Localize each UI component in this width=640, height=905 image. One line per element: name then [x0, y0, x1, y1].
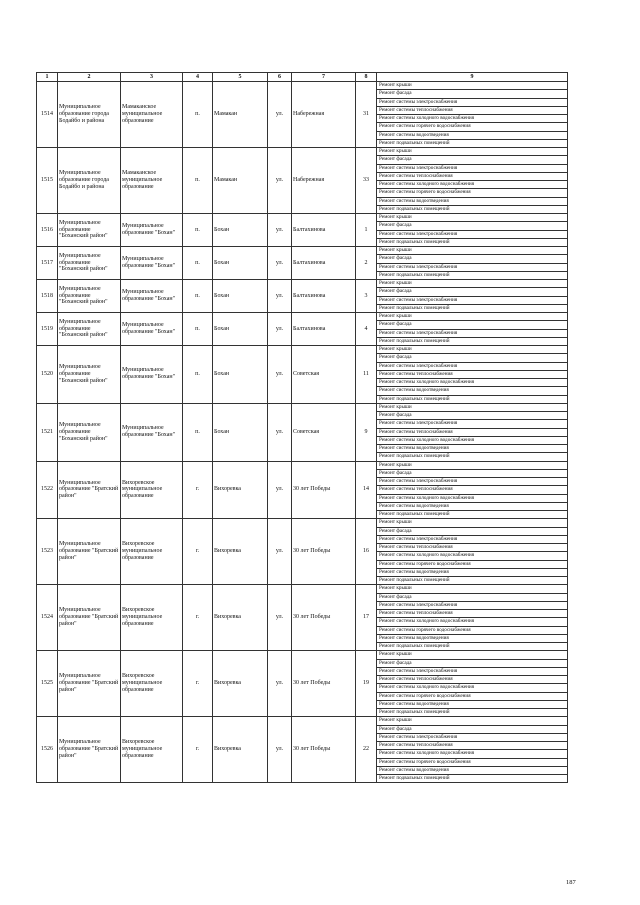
municipality-cell: Муниципальное образование "Братский район" [58, 585, 121, 651]
table-row [37, 214, 568, 247]
row-number-cell: 1518 [37, 280, 58, 313]
municipality-cell: Муниципальное образование города Бодайбо и района [58, 148, 121, 214]
work-item: Ремонт системы водоотведения [377, 198, 567, 206]
settlement-type-cell: п. [183, 403, 213, 461]
work-item: Ремонт фасада [377, 594, 567, 602]
house-number-cell: 9 [356, 403, 377, 461]
settlement-name-cell: Мамакан [213, 82, 268, 148]
work-item: Ремонт системы теплоснабжения [377, 610, 567, 618]
work-item: Ремонт подвальных помещений [379, 577, 450, 583]
work-item: Ремонт системы теплоснабжения [377, 173, 567, 181]
work-item: Ремонт системы холодного водоснабжения [377, 379, 567, 387]
street-cell: Советская [292, 346, 356, 404]
works-cell [377, 585, 568, 651]
works-cell [377, 461, 568, 519]
work-item: Ремонт системы водоотведения [377, 701, 567, 709]
column-header: 4 [183, 73, 213, 82]
work-item: Ремонт системы горячего водоснабжения [377, 693, 567, 701]
settlement-type-cell: п. [183, 247, 213, 280]
work-item: Ремонт фасада [377, 412, 567, 420]
street-cell: Советская [292, 403, 356, 461]
row-number-cell: 1514 [37, 82, 58, 148]
settlement-cell: Вихоревское муниципальное образование [121, 585, 183, 651]
table-body [37, 82, 568, 783]
row-number-cell: 1526 [37, 717, 58, 783]
municipality-cell: Муниципальное образование города Бодайбо и района [58, 82, 121, 148]
works-cell [377, 651, 568, 717]
house-number-cell: 19 [356, 651, 377, 717]
work-item: Ремонт системы холодного водоснабжения [377, 437, 567, 445]
work-item: Ремонт крыши [377, 651, 567, 659]
work-item: Ремонт крыши [377, 280, 567, 288]
street-type-cell: ул. [268, 214, 292, 247]
work-item: Ремонт системы холодного водоснабжения [377, 684, 567, 692]
settlement-type-cell: п. [183, 214, 213, 247]
work-item: Ремонт системы теплоснабжения [377, 107, 567, 115]
settlement-cell: Муниципальное образование "Бохан" [121, 280, 183, 313]
work-item: Ремонт крыши [377, 214, 567, 222]
repair-program-table [36, 72, 568, 783]
work-item: Ремонт системы электроснабжения [377, 478, 567, 486]
house-number-cell: 14 [356, 461, 377, 519]
settlement-cell: Муниципальное образование "Бохан" [121, 346, 183, 404]
settlement-name-cell: Вихоревка [213, 461, 268, 519]
row-number-cell: 1521 [37, 403, 58, 461]
work-item: Ремонт системы горячего водоснабжения [377, 561, 567, 569]
work-item: Ремонт фасада [377, 321, 567, 329]
settlement-type-cell: п. [183, 313, 213, 346]
municipality-cell: Муниципальное образование "Боханский район" [58, 280, 121, 313]
work-item: Ремонт системы электроснабжения [377, 330, 567, 338]
work-item: Ремонт системы горячего водоснабжения [377, 627, 567, 635]
municipality-cell: Муниципальное образование "Боханский район" [58, 214, 121, 247]
work-item: Ремонт крыши [377, 247, 567, 255]
work-item: Ремонт системы теплоснабжения [377, 676, 567, 684]
street-cell: Балтахинова [292, 247, 356, 280]
street-type-cell: ул. [268, 346, 292, 404]
work-item: Ремонт системы холодного водоснабжения [377, 552, 567, 560]
street-type-cell: ул. [268, 519, 292, 585]
settlement-type-cell: п. [183, 280, 213, 313]
work-item: Ремонт системы водоотведения [377, 569, 567, 577]
column-header: 7 [292, 73, 356, 82]
work-item: Ремонт системы холодного водоснабжения [377, 181, 567, 189]
column-header: 6 [268, 73, 292, 82]
work-item: Ремонт фасада [377, 528, 567, 536]
work-item: Ремонт крыши [377, 346, 567, 354]
street-cell: Набережная [292, 148, 356, 214]
settlement-type-cell: г. [183, 651, 213, 717]
row-number-cell: 1520 [37, 346, 58, 404]
settlement-name-cell: Бохан [213, 346, 268, 404]
street-type-cell: ул. [268, 82, 292, 148]
table-row [37, 717, 568, 783]
house-number-cell: 2 [356, 247, 377, 280]
settlement-type-cell: п. [183, 82, 213, 148]
table-row [37, 585, 568, 651]
work-item: Ремонт фасада [377, 222, 567, 230]
street-type-cell: ул. [268, 280, 292, 313]
work-item: Ремонт системы электроснабжения [377, 602, 567, 610]
work-item: Ремонт подвальных помещений [379, 395, 450, 402]
work-item: Ремонт подвальных помещений [379, 304, 450, 311]
house-number-cell: 22 [356, 717, 377, 783]
work-item: Ремонт системы холодного водоснабжения [377, 618, 567, 626]
work-item: Ремонт системы теплоснабжения [377, 371, 567, 379]
table-row [37, 247, 568, 280]
settlement-cell: Вихоревское муниципальное образование [121, 651, 183, 717]
settlement-name-cell: Вихоревка [213, 717, 268, 783]
settlement-cell: Муниципальное образование "Бохан" [121, 403, 183, 461]
settlement-type-cell: п. [183, 148, 213, 214]
work-item: Ремонт системы электроснабжения [377, 264, 567, 272]
row-number-cell: 1523 [37, 519, 58, 585]
work-item: Ремонт подвальных помещений [379, 775, 450, 781]
settlement-name-cell: Бохан [213, 247, 268, 280]
settlement-cell: Вихоревское муниципальное образование [121, 717, 183, 783]
work-item: Ремонт системы электроснабжения [377, 363, 567, 371]
work-item: Ремонт крыши [377, 82, 567, 90]
settlement-name-cell: Мамакан [213, 148, 268, 214]
page-number: 187 [566, 879, 576, 886]
work-item: Ремонт системы горячего водоснабжения [377, 759, 567, 767]
street-cell: Балтахинова [292, 313, 356, 346]
street-type-cell: ул. [268, 403, 292, 461]
work-item: Ремонт подвальных помещений [379, 453, 450, 460]
work-item: Ремонт крыши [377, 148, 567, 156]
municipality-cell: Муниципальное образование "Братский район" [58, 461, 121, 519]
settlement-type-cell: г. [183, 519, 213, 585]
settlement-cell: Муниципальное образование "Бохан" [121, 214, 183, 247]
work-item: Ремонт фасада [377, 660, 567, 668]
work-item: Ремонт системы водоотведения [377, 387, 567, 395]
work-item: Ремонт системы водоотведения [377, 132, 567, 140]
house-number-cell: 3 [356, 280, 377, 313]
work-item: Ремонт фасада [377, 156, 567, 164]
works-cell [377, 313, 568, 346]
municipality-cell: Муниципальное образование "Братский район" [58, 651, 121, 717]
work-item: Ремонт системы теплоснабжения [377, 742, 567, 750]
street-cell: Набережная [292, 82, 356, 148]
table-row [37, 280, 568, 313]
street-type-cell: ул. [268, 247, 292, 280]
work-item: Ремонт системы электроснабжения [377, 668, 567, 676]
settlement-cell: Вихоревское муниципальное образование [121, 519, 183, 585]
work-item: Ремонт крыши [377, 717, 567, 725]
work-item: Ремонт фасада [377, 726, 567, 734]
settlement-name-cell: Бохан [213, 403, 268, 461]
work-item: Ремонт крыши [377, 313, 567, 321]
municipality-cell: Муниципальное образование "Братский район" [58, 717, 121, 783]
works-cell [377, 717, 568, 783]
work-item: Ремонт подвальных помещений [379, 271, 450, 278]
work-item: Ремонт системы электроснабжения [377, 165, 567, 173]
house-number-cell: 1 [356, 214, 377, 247]
house-number-cell: 11 [356, 346, 377, 404]
work-item: Ремонт системы электроснабжения [377, 297, 567, 305]
settlement-type-cell: г. [183, 585, 213, 651]
row-number-cell: 1519 [37, 313, 58, 346]
table-row [37, 461, 568, 519]
municipality-cell: Муниципальное образование "Боханский район" [58, 247, 121, 280]
settlement-name-cell: Вихоревка [213, 651, 268, 717]
header-row [37, 73, 568, 82]
street-cell: 30 лет Победы [292, 585, 356, 651]
municipality-cell: Муниципальное образование "Боханский район" [58, 403, 121, 461]
work-item: Ремонт крыши [377, 462, 567, 470]
work-item: Ремонт подвальных помещений [379, 139, 450, 146]
house-number-cell: 33 [356, 148, 377, 214]
settlement-cell: Мамаканское муниципальное образование [121, 82, 183, 148]
column-header: 8 [356, 73, 377, 82]
works-cell [377, 403, 568, 461]
settlement-type-cell: г. [183, 461, 213, 519]
column-header: 1 [37, 73, 58, 82]
work-item: Ремонт системы горячего водоснабжения [377, 123, 567, 131]
work-item: Ремонт подвальных помещений [379, 238, 450, 245]
row-number-cell: 1525 [37, 651, 58, 717]
table-row [37, 313, 568, 346]
work-item: Ремонт системы холодного водоснабжения [377, 750, 567, 758]
work-item: Ремонт системы электроснабжения [377, 420, 567, 428]
work-item: Ремонт системы электроснабжения [377, 536, 567, 544]
work-item: Ремонт подвальных помещений [379, 643, 450, 649]
works-cell [377, 346, 568, 404]
work-item: Ремонт системы горячего водоснабжения [377, 189, 567, 197]
street-type-cell: ул. [268, 651, 292, 717]
street-cell: 30 лет Победы [292, 651, 356, 717]
column-header: 9 [377, 73, 568, 82]
municipality-cell: Муниципальное образование "Боханский район" [58, 313, 121, 346]
work-item: Ремонт подвальных помещений [379, 511, 450, 517]
settlement-cell: Вихоревское муниципальное образование [121, 461, 183, 519]
settlement-name-cell: Вихоревка [213, 519, 268, 585]
work-item: Ремонт системы теплоснабжения [377, 544, 567, 552]
table-row [37, 651, 568, 717]
work-item: Ремонт системы электроснабжения [377, 231, 567, 239]
row-number-cell: 1524 [37, 585, 58, 651]
street-cell: 30 лет Победы [292, 519, 356, 585]
works-cell [377, 280, 568, 313]
work-item: Ремонт фасада [377, 470, 567, 478]
row-number-cell: 1515 [37, 148, 58, 214]
house-number-cell: 17 [356, 585, 377, 651]
work-item: Ремонт системы электроснабжения [377, 734, 567, 742]
column-header: 3 [121, 73, 183, 82]
works-cell [377, 214, 568, 247]
street-cell: Балтахинова [292, 214, 356, 247]
work-item: Ремонт системы водоотведения [377, 635, 567, 643]
street-type-cell: ул. [268, 717, 292, 783]
settlement-name-cell: Бохан [213, 313, 268, 346]
works-cell [377, 148, 568, 214]
street-cell: 30 лет Победы [292, 717, 356, 783]
settlement-name-cell: Вихоревка [213, 585, 268, 651]
works-cell [377, 247, 568, 280]
work-item: Ремонт подвальных помещений [379, 205, 450, 212]
settlement-type-cell: г. [183, 717, 213, 783]
settlement-cell: Муниципальное образование "Бохан" [121, 313, 183, 346]
works-cell [377, 82, 568, 148]
column-header: 5 [213, 73, 268, 82]
street-type-cell: ул. [268, 585, 292, 651]
work-item: Ремонт фасада [377, 288, 567, 296]
street-type-cell: ул. [268, 148, 292, 214]
settlement-type-cell: п. [183, 346, 213, 404]
table-row [37, 519, 568, 585]
street-cell: Балтахинова [292, 280, 356, 313]
settlement-name-cell: Бохан [213, 214, 268, 247]
work-item: Ремонт крыши [377, 519, 567, 527]
work-item: Ремонт системы холодного водоснабжения [377, 115, 567, 123]
work-item: Ремонт крыши [377, 404, 567, 412]
work-item: Ремонт подвальных помещений [379, 709, 450, 715]
table-row [37, 403, 568, 461]
row-number-cell: 1522 [37, 461, 58, 519]
work-item: Ремонт подвальных помещений [379, 337, 450, 344]
work-item: Ремонт системы теплоснабжения [377, 486, 567, 494]
street-type-cell: ул. [268, 461, 292, 519]
table-row [37, 148, 568, 214]
table-row [37, 346, 568, 404]
settlement-cell: Мамаканское муниципальное образование [121, 148, 183, 214]
work-item: Ремонт системы электроснабжения [377, 99, 567, 107]
work-item: Ремонт крыши [377, 585, 567, 593]
work-item: Ремонт системы теплоснабжения [377, 429, 567, 437]
work-item: Ремонт системы холодного водоснабжения [377, 495, 567, 503]
municipality-cell: Муниципальное образование "Боханский район" [58, 346, 121, 404]
work-item: Ремонт системы водоотведения [377, 445, 567, 453]
row-number-cell: 1517 [37, 247, 58, 280]
table-row [37, 82, 568, 148]
house-number-cell: 16 [356, 519, 377, 585]
column-header: 2 [58, 73, 121, 82]
work-item: Ремонт системы водоотведения [377, 503, 567, 511]
street-type-cell: ул. [268, 313, 292, 346]
municipality-cell: Муниципальное образование "Братский район" [58, 519, 121, 585]
street-cell: 30 лет Победы [292, 461, 356, 519]
settlement-cell: Муниципальное образование "Бохан" [121, 247, 183, 280]
work-item: Ремонт фасада [377, 354, 567, 362]
house-number-cell: 31 [356, 82, 377, 148]
work-item: Ремонт системы водоотведения [377, 767, 567, 775]
works-cell [377, 519, 568, 585]
row-number-cell: 1516 [37, 214, 58, 247]
work-item: Ремонт фасада [377, 90, 567, 98]
work-item: Ремонт фасада [377, 255, 567, 263]
house-number-cell: 4 [356, 313, 377, 346]
settlement-name-cell: Бохан [213, 280, 268, 313]
